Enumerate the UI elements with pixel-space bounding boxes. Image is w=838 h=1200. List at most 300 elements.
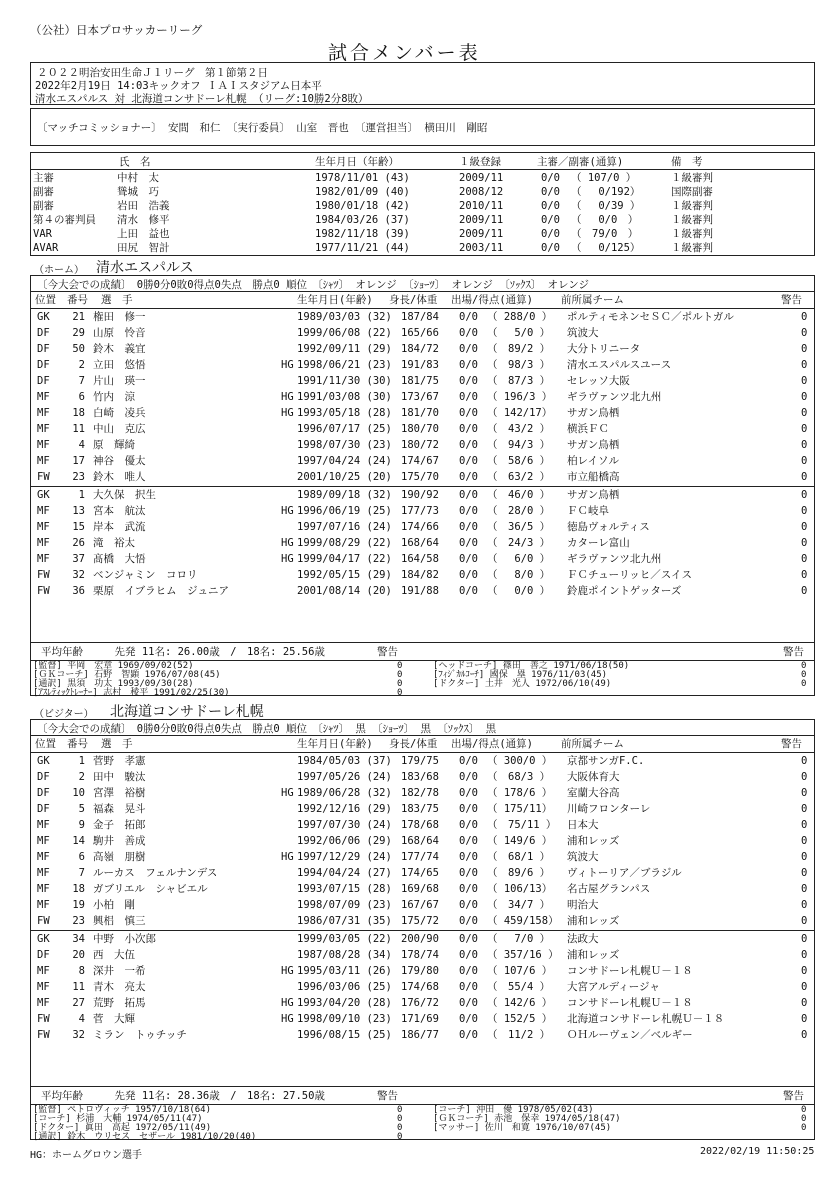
player-name: 荒野 拓馬 <box>93 997 146 1009</box>
player-dob: 1987/08/28 (34) <box>297 949 392 961</box>
player-previous-team: 大宮アルディージャ <box>567 981 660 993</box>
player-number: 18 <box>72 883 85 895</box>
player-position: MF <box>37 391 50 403</box>
staff-member: [マッサー] 佐川 和寛 1976/10/07(45) <box>433 1123 612 1133</box>
homegrown-badge: HG <box>281 391 294 403</box>
referee-games-total: （ 0/192） <box>571 186 641 198</box>
player-name: 片山 瑛一 <box>93 375 146 387</box>
player-number: 15 <box>72 521 85 533</box>
player-apps-total: （ 0/0 ） <box>487 585 551 597</box>
player-apps: 0/0 <box>459 835 478 847</box>
player-warnings: 0 <box>801 965 808 977</box>
player-dob: 1992/09/11 (29) <box>297 343 392 355</box>
staff-warnings: 0 <box>397 688 403 698</box>
referee-role: 副審 <box>33 200 54 212</box>
player-apps-total: （ 89/6 ） <box>487 867 551 879</box>
referee-row <box>31 184 814 198</box>
col-dob: 生年月日(年齢) <box>297 294 373 306</box>
col-num: 番号 <box>67 738 88 750</box>
player-row <box>31 1027 814 1043</box>
player-number: 21 <box>72 311 85 323</box>
player-dob: 1998/07/30 (23) <box>297 439 392 451</box>
player-number: 6 <box>78 851 85 863</box>
player-position: GK <box>37 311 50 323</box>
player-height-weight: 167/67 <box>401 899 439 911</box>
referee-row <box>31 226 814 240</box>
player-warnings: 0 <box>801 949 808 961</box>
player-position: MF <box>37 537 50 549</box>
player-row <box>31 551 814 567</box>
player-warnings: 0 <box>801 803 808 815</box>
staff-member: [通訳] 黒須 功太 1993/09/30(28) <box>33 679 194 689</box>
player-apps-total: （ 300/0 ） <box>487 755 553 767</box>
player-apps-total: （ 459/158） <box>487 915 559 927</box>
staff-row <box>31 688 431 700</box>
player-height-weight: 173/67 <box>401 391 439 403</box>
player-name: 駒井 善成 <box>93 835 146 847</box>
player-warnings: 0 <box>801 391 808 403</box>
player-apps: 0/0 <box>459 423 478 435</box>
home-tag: （ホーム） <box>34 265 84 276</box>
player-apps-total: （ 87/3 ） <box>487 375 551 387</box>
col-num: 番号 <box>67 294 88 306</box>
player-number: 1 <box>78 489 85 501</box>
col-pos: 位置 <box>35 738 56 750</box>
player-apps-total: （ 46/0 ） <box>487 489 551 501</box>
away-warn-label-left: 警告 <box>377 1090 398 1102</box>
referee-dob: 1982/01/09 (40) <box>315 186 410 198</box>
player-dob: 1996/06/19 (25) <box>297 505 392 517</box>
player-warnings: 0 <box>801 569 808 581</box>
player-number: 36 <box>72 585 85 597</box>
col-name: 選 手 <box>101 738 133 750</box>
referee-registered: 2010/11 <box>459 200 504 212</box>
player-height-weight: 174/65 <box>401 867 439 879</box>
player-dob: 1992/05/15 (29) <box>297 569 392 581</box>
staff-member: [ヘッドコーチ] 篠田 善之 1971/06/18(50) <box>433 661 630 671</box>
player-position: DF <box>37 375 50 387</box>
referee-name: 岩田 浩義 <box>117 200 170 212</box>
player-position: MF <box>37 965 50 977</box>
player-apps: 0/0 <box>459 803 478 815</box>
player-warnings: 0 <box>801 933 808 945</box>
away-record: 〔今大会での成績〕 0勝0分0敗0得点0失点 勝点0 順位 〔ｼｬﾂ〕 黒 〔ｼｮｰﾂ〕 黒 〔ｿｯｸｽ〕 黒 <box>37 723 497 735</box>
player-warnings: 0 <box>801 359 808 371</box>
player-height-weight: 168/64 <box>401 835 439 847</box>
referee-note: １級審判 <box>671 172 713 184</box>
player-number: 19 <box>72 899 85 911</box>
player-apps: 0/0 <box>459 455 478 467</box>
homegrown-badge: HG <box>281 359 294 371</box>
player-row <box>31 469 814 485</box>
player-name: 立田 悠悟 <box>93 359 146 371</box>
referee-note: 国際副審 <box>671 186 713 198</box>
player-apps-total: （ 68/3 ） <box>487 771 551 783</box>
player-apps-total: （ 34/7 ） <box>487 899 551 911</box>
referee-dob: 1982/11/18 (39) <box>315 228 410 240</box>
staff-member: [ドクター] 土井 光人 1972/06/10(49) <box>433 679 612 689</box>
player-apps: 0/0 <box>459 391 478 403</box>
player-apps-total: （ 106/13） <box>487 883 553 895</box>
player-apps-total: （ 107/6 ） <box>487 965 553 977</box>
player-height-weight: 177/74 <box>401 851 439 863</box>
player-name: 鈴木 唯人 <box>93 471 146 483</box>
player-row <box>31 535 814 551</box>
page-title: 試合メンバー表 <box>328 42 481 64</box>
player-number: 7 <box>78 375 85 387</box>
referee-role: 副審 <box>33 186 54 198</box>
col-name: 氏 名 <box>119 156 151 168</box>
player-dob: 1997/07/30 (24) <box>297 819 392 831</box>
player-height-weight: 176/72 <box>401 997 439 1009</box>
player-number: 18 <box>72 407 85 419</box>
player-height-weight: 181/70 <box>401 407 439 419</box>
player-dob: 1996/08/15 (25) <box>297 1029 392 1041</box>
player-number: 5 <box>78 803 85 815</box>
staff-member: [ドクター] 眞田 高起 1972/05/11(49) <box>33 1123 212 1133</box>
player-height-weight: 184/82 <box>401 569 439 581</box>
referee-row <box>31 240 814 254</box>
referee-name: 中村 太 <box>117 172 159 184</box>
player-apps-total: （ 6/0 ） <box>487 553 551 565</box>
player-previous-team: ＦＣチューリッヒ／スイス <box>567 569 692 581</box>
player-position: MF <box>37 835 50 847</box>
player-warnings: 0 <box>801 915 808 927</box>
col-prev: 前所属チーム <box>561 738 624 750</box>
referee-note: １級審判 <box>671 200 713 212</box>
player-dob: 1989/06/28 (32) <box>297 787 392 799</box>
player-height-weight: 190/92 <box>401 489 439 501</box>
player-row <box>31 769 814 785</box>
player-row <box>31 567 814 583</box>
player-name: 栗原 イブラヒム ジュニア <box>93 585 229 597</box>
player-height-weight: 200/90 <box>401 933 439 945</box>
player-warnings: 0 <box>801 835 808 847</box>
referee-table <box>30 152 815 256</box>
away-average-age: 平均年齢 先発 11名: 28.36歳 / 18名: 27.50歳 <box>41 1090 325 1102</box>
home-team-name: 清水エスパルス <box>96 260 194 276</box>
player-row <box>31 421 814 437</box>
player-apps: 0/0 <box>459 819 478 831</box>
staff-warnings: 0 <box>397 1114 403 1124</box>
player-warnings: 0 <box>801 997 808 1009</box>
player-previous-team: 筑波大 <box>567 327 599 339</box>
referee-games: 0/0 <box>541 242 560 254</box>
player-row <box>31 389 814 405</box>
player-apps: 0/0 <box>459 585 478 597</box>
player-warnings: 0 <box>801 471 808 483</box>
player-row <box>31 913 814 929</box>
player-warnings: 0 <box>801 1013 808 1025</box>
player-apps-total: （ 75/11 ） <box>487 819 557 831</box>
referee-games: 0/0 <box>541 172 560 184</box>
player-apps-total: （ 28/0 ） <box>487 505 551 517</box>
player-name: 小柏 剛 <box>93 899 135 911</box>
player-apps-total: （ 43/2 ） <box>487 423 551 435</box>
staff-warnings: 0 <box>801 1123 807 1133</box>
player-position: MF <box>37 455 50 467</box>
player-height-weight: 184/72 <box>401 343 439 355</box>
player-previous-team: サガン鳥栖 <box>567 407 620 419</box>
player-previous-team: 柏レイソル <box>567 455 619 467</box>
player-number: 23 <box>72 915 85 927</box>
away-team-name: 北海道コンサドーレ札幌 <box>110 704 264 720</box>
player-warnings: 0 <box>801 505 808 517</box>
player-name: 鈴木 義宜 <box>93 343 146 355</box>
player-name: 竹内 涼 <box>93 391 135 403</box>
player-row <box>31 931 814 947</box>
player-warnings: 0 <box>801 407 808 419</box>
player-dob: 1991/03/08 (30) <box>297 391 392 403</box>
player-position: FW <box>37 915 50 927</box>
col-prev: 前所属チーム <box>561 294 624 306</box>
player-name: 興梠 慎三 <box>93 915 146 927</box>
player-dob: 1999/04/17 (22) <box>297 553 392 565</box>
player-apps: 0/0 <box>459 375 478 387</box>
player-apps-total: （ 149/6 ） <box>487 835 553 847</box>
player-apps: 0/0 <box>459 899 478 911</box>
player-height-weight: 191/88 <box>401 585 439 597</box>
staff-warnings: 0 <box>801 661 807 671</box>
player-dob: 1997/04/24 (24) <box>297 455 392 467</box>
hg-note: HG：ホームグロウン選手 <box>30 1150 143 1161</box>
player-apps-total: （ 11/2 ） <box>487 1029 551 1041</box>
player-position: MF <box>37 883 50 895</box>
staff-warnings: 0 <box>397 1105 403 1115</box>
col-games: 主審／副審(通算) <box>537 156 624 168</box>
player-row <box>31 341 814 357</box>
player-warnings: 0 <box>801 883 808 895</box>
player-previous-team: ＯＨルーヴェン／ベルギー <box>567 1029 693 1041</box>
player-height-weight: 179/75 <box>401 755 439 767</box>
staff-warnings: 0 <box>801 1114 807 1124</box>
player-apps-total: （ 196/3 ） <box>487 391 553 403</box>
player-dob: 1999/06/08 (22) <box>297 327 392 339</box>
col-app: 出場/得点(通算) <box>451 294 533 306</box>
away-staff <box>30 1086 815 1140</box>
player-name: 菅野 孝憲 <box>93 755 146 767</box>
player-height-weight: 187/84 <box>401 311 439 323</box>
staff-row <box>31 1132 431 1144</box>
staff-warnings: 0 <box>397 679 403 689</box>
player-height-weight: 180/72 <box>401 439 439 451</box>
player-apps-total: （ 24/3 ） <box>487 537 551 549</box>
player-position: MF <box>37 997 50 1009</box>
player-position: MF <box>37 981 50 993</box>
player-apps: 0/0 <box>459 359 478 371</box>
staff-warnings: 0 <box>397 661 403 671</box>
col-reg: １級登録 <box>459 156 501 168</box>
player-apps: 0/0 <box>459 471 478 483</box>
referee-role: AVAR <box>33 242 59 254</box>
player-position: FW <box>37 585 50 597</box>
player-dob: 1993/04/20 (28) <box>297 997 392 1009</box>
player-name: ガブリエル シャビエル <box>93 883 208 895</box>
player-position: MF <box>37 867 50 879</box>
player-position: DF <box>37 771 50 783</box>
referee-name: 聳城 巧 <box>117 186 159 198</box>
player-row <box>31 373 814 389</box>
player-height-weight: 180/70 <box>401 423 439 435</box>
player-row <box>31 995 814 1011</box>
match-officials-box <box>30 108 815 146</box>
player-apps: 0/0 <box>459 787 478 799</box>
player-previous-team: 川崎フロンターレ <box>567 803 651 815</box>
referee-games-total: （ 107/0 ） <box>571 172 637 184</box>
player-row <box>31 897 814 913</box>
player-number: 4 <box>78 1013 85 1025</box>
player-previous-team: 浦和レッズ <box>567 835 620 847</box>
player-height-weight: 178/68 <box>401 819 439 831</box>
player-apps: 0/0 <box>459 771 478 783</box>
homegrown-badge: HG <box>281 1013 294 1025</box>
player-dob: 1986/07/31 (35) <box>297 915 392 927</box>
player-previous-team: セレッソ大阪 <box>567 375 630 387</box>
player-warnings: 0 <box>801 327 808 339</box>
player-warnings: 0 <box>801 851 808 863</box>
home-warn-label-left: 警告 <box>377 646 398 658</box>
player-previous-team: サガン鳥栖 <box>567 489 620 501</box>
referee-games: 0/0 <box>541 186 560 198</box>
player-dob: 1997/12/29 (24) <box>297 851 392 863</box>
player-position: GK <box>37 755 50 767</box>
player-number: 9 <box>78 819 85 831</box>
referee-name: 田尻 智計 <box>117 242 170 254</box>
player-position: DF <box>37 343 50 355</box>
player-row <box>31 817 814 833</box>
player-warnings: 0 <box>801 553 808 565</box>
player-dob: 1995/03/11 (26) <box>297 965 392 977</box>
player-apps: 0/0 <box>459 867 478 879</box>
player-number: 14 <box>72 835 85 847</box>
staff-member: [ｱｽﾚﾃｨｯｸﾄﾚｰﾅｰ] 志村 稜平 1991/02/25(30) <box>33 688 230 698</box>
player-previous-team: 市立船橋高 <box>567 471 620 483</box>
player-row <box>31 881 814 897</box>
player-apps: 0/0 <box>459 407 478 419</box>
staff-member: [コーチ] 沖田 優 1978/05/02(43) <box>433 1105 594 1115</box>
player-previous-team: 明治大 <box>567 899 599 911</box>
match-teams: 清水エスパルス 対 北海道コンサドーレ札幌 （リーグ:10勝2分8敗） <box>35 93 369 105</box>
player-warnings: 0 <box>801 867 808 879</box>
player-number: 13 <box>72 505 85 517</box>
away-header-row <box>31 736 814 752</box>
player-dob: 1997/05/26 (24) <box>297 771 392 783</box>
player-previous-team: ギラヴァンツ北九州 <box>567 391 662 403</box>
player-previous-team: 京都サンガF.C. <box>567 755 645 767</box>
player-warnings: 0 <box>801 537 808 549</box>
player-dob: 1984/05/03 (37) <box>297 755 392 767</box>
player-number: 10 <box>72 787 85 799</box>
player-previous-team: 清水エスパルスユース <box>567 359 672 371</box>
player-row <box>31 865 814 881</box>
player-name: 中野 小次郎 <box>93 933 156 945</box>
col-bw: 身長/体重 <box>389 738 438 750</box>
staff-warnings: 0 <box>801 670 807 680</box>
referee-role: 第４の審判員 <box>33 214 96 226</box>
player-dob: 1993/07/15 (28) <box>297 883 392 895</box>
player-previous-team: 横浜ＦＣ <box>567 423 609 435</box>
player-height-weight: 174/66 <box>401 521 439 533</box>
homegrown-badge: HG <box>281 553 294 565</box>
player-row <box>31 753 814 769</box>
player-previous-team: 名古屋グランパス <box>567 883 651 895</box>
referee-dob: 1984/03/26 (37) <box>315 214 410 226</box>
player-position: GK <box>37 489 50 501</box>
referee-games: 0/0 <box>541 200 560 212</box>
player-row <box>31 453 814 469</box>
player-dob: 2001/08/14 (20) <box>297 585 392 597</box>
staff-row <box>431 1123 816 1135</box>
player-position: MF <box>37 423 50 435</box>
player-number: 23 <box>72 471 85 483</box>
player-height-weight: 177/73 <box>401 505 439 517</box>
player-dob: 1994/04/24 (27) <box>297 867 392 879</box>
referee-registered: 2003/11 <box>459 242 504 254</box>
home-record: 〔今大会での成績〕 0勝0分0敗0得点0失点 勝点0 順位 〔ｼｬﾂ〕 オレンジ 〔ｼｮｰﾂ〕 オレンジ 〔ｿｯｸｽ〕 オレンジ <box>37 279 590 291</box>
player-warnings: 0 <box>801 521 808 533</box>
player-height-weight: 186/77 <box>401 1029 439 1041</box>
player-previous-team: カターレ富山 <box>567 537 630 549</box>
player-apps: 0/0 <box>459 1029 478 1041</box>
col-dob: 生年月日(年齢) <box>297 738 373 750</box>
player-position: FW <box>37 1029 50 1041</box>
player-apps-total: （ 357/16 ） <box>487 949 559 961</box>
player-dob: 1989/03/03 (32) <box>297 311 392 323</box>
homegrown-badge: HG <box>281 407 294 419</box>
player-number: 2 <box>78 771 85 783</box>
player-apps: 0/0 <box>459 965 478 977</box>
print-timestamp: 2022/02/19 11:50:25 <box>700 1146 815 1157</box>
player-dob: 1989/09/18 (32) <box>297 489 392 501</box>
player-height-weight: 174/68 <box>401 981 439 993</box>
player-height-weight: 181/75 <box>401 375 439 387</box>
referee-note: １級審判 <box>671 228 713 240</box>
player-number: 32 <box>72 1029 85 1041</box>
player-number: 8 <box>78 965 85 977</box>
player-name: ルーカス フェルナンデス <box>93 867 218 879</box>
staff-warnings: 0 <box>397 670 403 680</box>
player-number: 1 <box>78 755 85 767</box>
player-previous-team: 浦和レッズ <box>567 915 620 927</box>
player-position: MF <box>37 553 50 565</box>
player-position: MF <box>37 505 50 517</box>
player-name: ベンジャミン コロリ <box>93 569 198 581</box>
player-name: 山原 怜音 <box>93 327 146 339</box>
referee-games-total: （ 0/39 ） <box>571 200 641 212</box>
player-position: DF <box>37 949 50 961</box>
referee-registered: 2009/11 <box>459 228 504 240</box>
referee-header-row <box>31 154 814 170</box>
referee-name: 上田 益也 <box>117 228 170 240</box>
player-apps: 0/0 <box>459 311 478 323</box>
staff-row <box>431 679 816 691</box>
home-header-row <box>31 292 814 308</box>
player-apps: 0/0 <box>459 1013 478 1025</box>
player-apps: 0/0 <box>459 343 478 355</box>
referee-note: １級審判 <box>671 214 713 226</box>
match-officials: 〔マッチコミッショナー〕 安間 和仁 〔実行委員〕 山室 晋也 〔運営担当〕 横田川 剛昭 <box>37 122 488 134</box>
away-roster <box>30 719 815 1087</box>
player-row <box>31 487 814 503</box>
player-row <box>31 963 814 979</box>
player-apps-total: （ 175/11） <box>487 803 553 815</box>
col-dob: 生年月日（年齢） <box>315 156 399 168</box>
player-height-weight: 165/66 <box>401 327 439 339</box>
player-position: MF <box>37 521 50 533</box>
homegrown-badge: HG <box>281 537 294 549</box>
player-apps-total: （ 288/0 ） <box>487 311 553 323</box>
player-apps-total: （ 55/4 ） <box>487 981 551 993</box>
